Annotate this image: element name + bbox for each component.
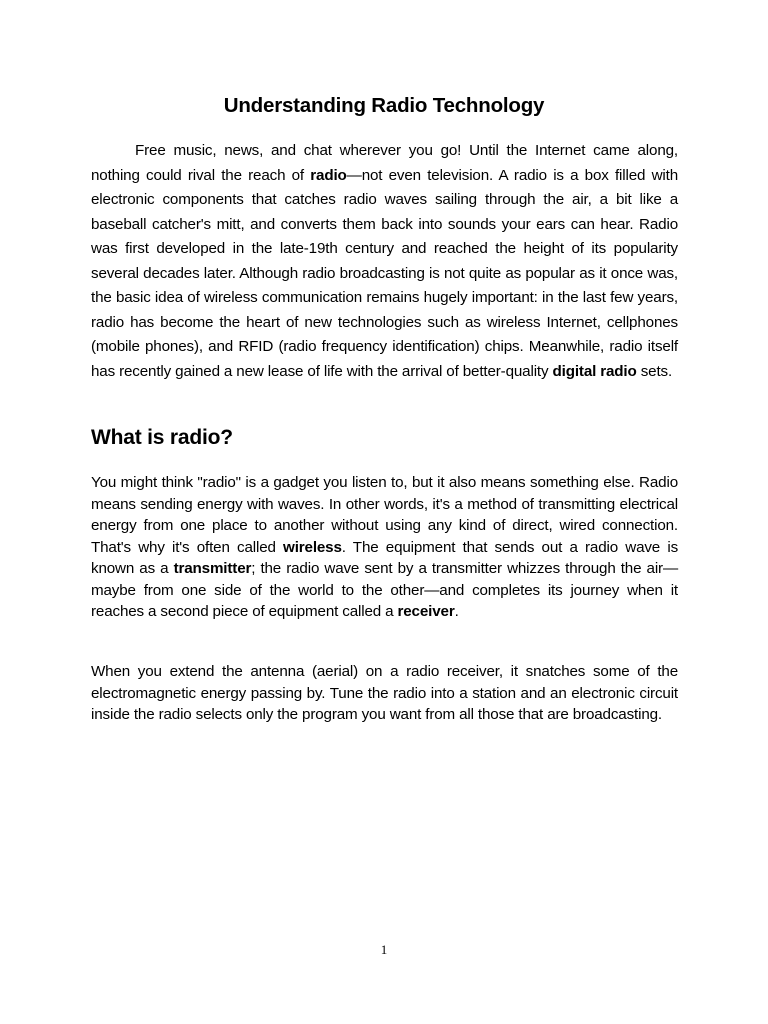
page-title: Understanding Radio Technology — [223, 94, 545, 117]
bold-term-wireless: wireless — [283, 538, 342, 556]
bold-term-digital-radio: digital radio — [552, 362, 637, 380]
intro-text-2: —not even television. A radio is a box filled with electronic components that catches radio waves sailing through the air, a bit like a baseball catcher's mitt, and converts them back into sounds your ears can hear. Radio was first developed in the late-19th century and reached the height of its popularity several decades later. Although radio broadcasting is not quite as popular as it once was, the basic idea of wireless communication remains hugely important: in the last few years, radio has become the heart of new technologies such as wireless Internet, cellphones (mobile phones), and RFID (radio frequency identification) chips. Meanwhile, radio itself has recently gained a new lease of life with the arrival of better-quality — [91, 166, 678, 380]
intro-text-3: sets. — [636, 362, 673, 380]
definition-paragraph — [91, 472, 678, 623]
page-number: 1 — [380, 942, 388, 957]
para2-text-2: . The equipment that sends out a radio wave is known as a — [91, 538, 679, 577]
para2-text-4: . — [454, 603, 459, 620]
para2-text-1: You might think "radio" is a gadget you listen to, but it also means something else. Radio means sending energy with waves. In other words, it's a method of transmitting electrical energy from one place to another without using any kind of direct, wired connection. That's why it's often called — [91, 474, 678, 556]
para2-text-3: ; the radio wave sent by a transmitter whizzes through the air—maybe from one side of the world to the other—and completes its journey when it reaches a second piece of equipment called a — [91, 560, 678, 620]
antenna-paragraph: When you extend the antenna (aerial) on a radio receiver, it snatches some of the electromagnetic energy passing by. Tune the radio into a station and an electronic circuit inside the radio selects only the program you want from all those that are broadcasting. — [91, 663, 678, 723]
bold-term-receiver: receiver — [397, 603, 455, 620]
section-heading: What is radio? — [91, 426, 233, 449]
intro-paragraph — [91, 139, 678, 384]
bold-term-transmitter: transmitter — [173, 560, 252, 577]
intro-text-1: Free music, news, and chat wherever you go! Until the Internet came along, nothing could rival the reach of — [91, 142, 678, 184]
bold-term-radio: radio — [310, 166, 347, 184]
